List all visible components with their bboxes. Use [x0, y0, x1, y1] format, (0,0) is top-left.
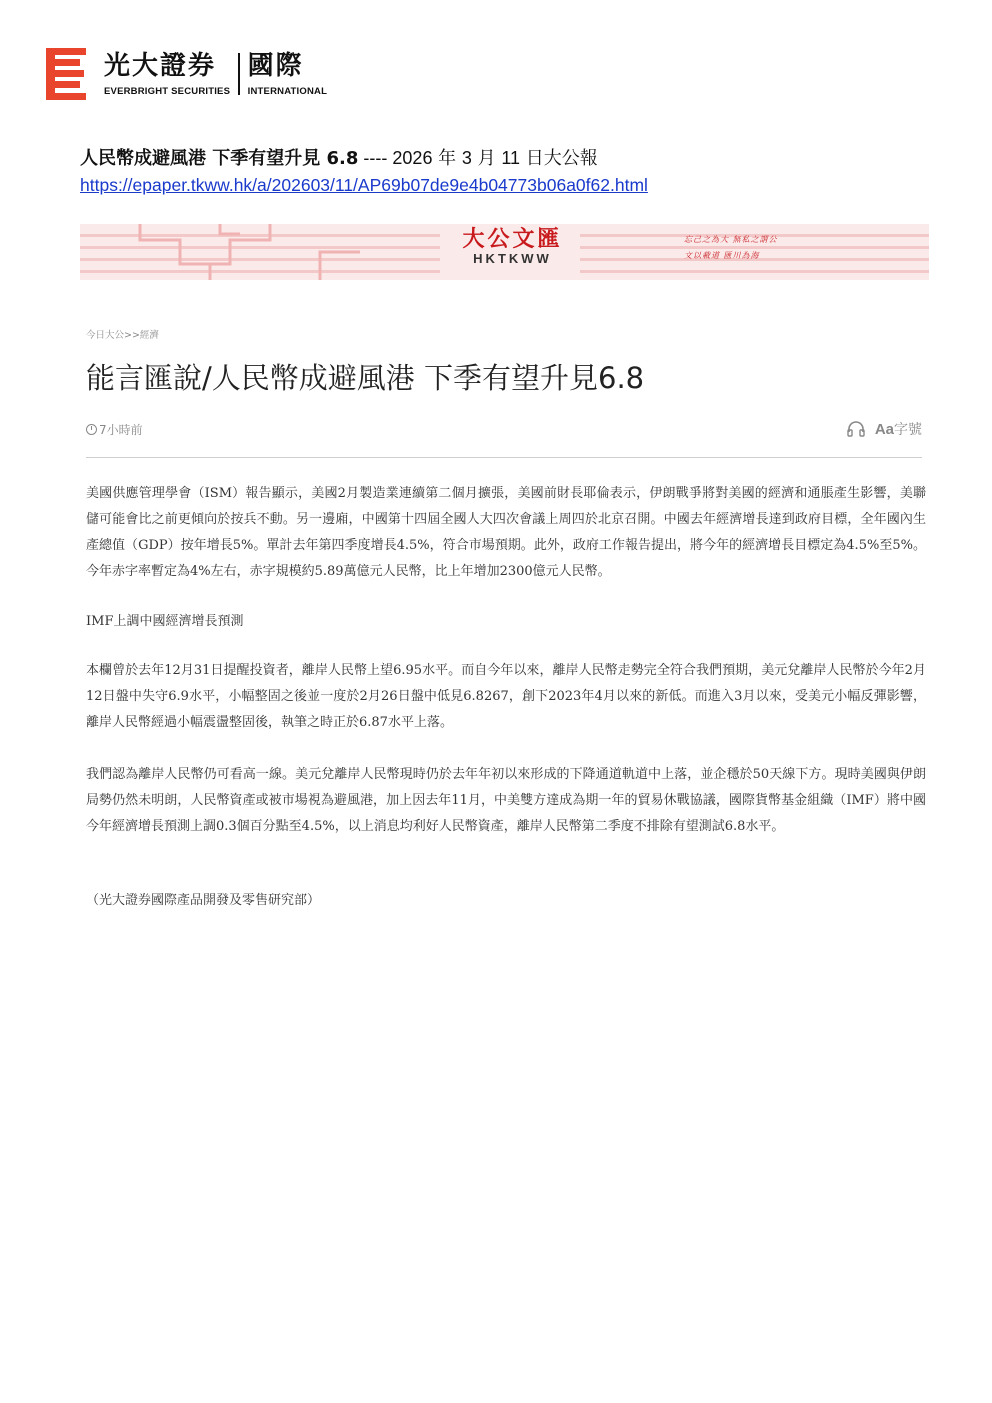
brand-name-cn-intl: 國際	[247, 51, 304, 81]
clock-icon	[86, 424, 97, 435]
article-paragraph-1: 美國供應管理學會（ISM）報告顯示，美國2月製造業連續第二個月擴張，美國前財長耶倫表示，伊朗戰爭將對美國的經濟和通脹產生影響，美聯儲可能會比之前更傾向於按兵不動。另一邊廂，中國第十四屆全國人大四次會議上周四於北京召開。中國去年經濟增長達到政府目標，全年國內生產總值（GDP）按年增長5%。單計去年第四季度增長4.5%，符合市場預期。此外，政府工作報告提出，將今年的經濟增長目標定為4.5%至5%。今年赤字率暫定為4%左右，赤字規模約5.89萬億元人民幣，比上年增加2300億元人民幣。	[86, 486, 926, 579]
headphones-icon[interactable]	[847, 421, 865, 437]
banner-motto: 忘己之為大 無私之謂公 文以載道 匯川為海	[684, 235, 778, 260]
newspaper-banner	[80, 224, 929, 280]
source-link[interactable]: https://epaper.tkww.hk/a/202603/11/AP69b07de9e4b04773b06a0f62.html	[80, 175, 648, 195]
brand-name-en-intl: INTERNATIONAL	[247, 86, 328, 97]
brand-name-cn: 光大證券	[104, 51, 217, 81]
publish-time: 7小時前	[99, 423, 143, 437]
breadcrumb[interactable]: 今日大公>>經濟	[86, 330, 159, 341]
article-paragraph-2: 本欄曾於去年12月31日提醒投資者，離岸人民幣上望6.95水平。而自今年以來，離岸人民幣走勢完全符合我們預期，美元兌離岸人民幣於今年2月12日盤中失守6.9水平，小幅整固之後並一度於2月26日盤中低見6.8267，創下2023年4月以來的新低。而進入3月以來，受美元小幅反彈影響，離岸人民幣經過小幅震盪整固後，執筆之時正於6.87水平上落。	[86, 663, 926, 730]
article-subhead: IMF上調中國經濟增長預測	[86, 614, 244, 629]
banner-name-cn: 大公文匯	[462, 226, 563, 252]
brand-header	[46, 48, 327, 100]
article-title: 能言匯說/人民幣成避風港 下季有望升見6.8	[86, 361, 645, 395]
divider	[86, 457, 922, 458]
brand-divider	[238, 53, 240, 95]
headline-title: 人民幣成避風港 下季有望升見 6.8	[80, 148, 359, 169]
article-paragraph-3: 我們認為離岸人民幣仍可看高一線。美元兌離岸人民幣現時仍於去年年初以來形成的下降通道軌道中上落，並企穩於50天線下方。現時美國與伊朗局勢仍然未明朗，人民幣資產或被市場視為避風港，加上因去年11月，中美雙方達成為期一年的貿易休戰協議，國際貨幣基金組織（IMF）將中國今年經濟增長預測上調0.3個百分點至4.5%，以上消息均利好人民幣資產，離岸人民幣第二季度不排除有望測試6.8水平。	[86, 767, 926, 834]
banner-logo	[445, 224, 580, 266]
document-headline: 人民幣成避風港 下季有望升見 6.8 ---- 2026 年 3 月 11 日大公報	[80, 148, 598, 169]
brand-logo-icon	[46, 48, 86, 100]
article-meta	[86, 421, 143, 438]
banner-name-en: HKTKWW	[473, 251, 552, 266]
brand-name-en: EVERBRIGHT SECURITIES	[104, 86, 231, 97]
article-tools	[847, 419, 922, 439]
font-size-button[interactable]: Aa字號	[874, 421, 922, 438]
article-source: （光大證券國際產品開發及零售研究部）	[86, 893, 321, 908]
